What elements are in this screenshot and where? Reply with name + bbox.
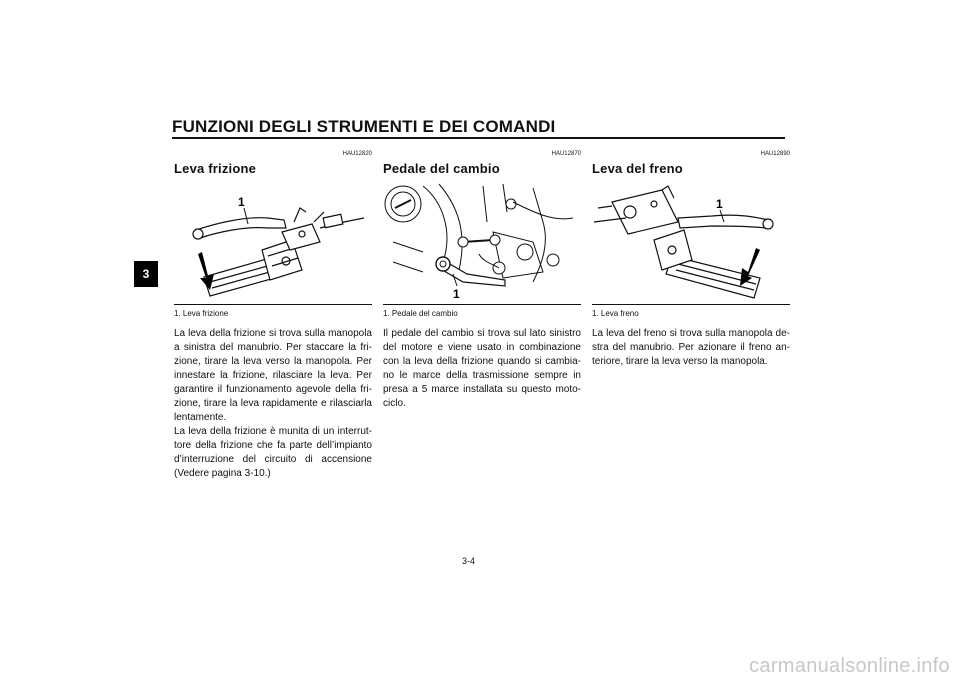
paragraph: La leva del freno si trova sulla manopola de-stra del manubrio. Per azionare il freno an-teriore, tirare la leva verso la manopola.: [592, 328, 790, 367]
paragraph: Il pedale del cambio si trova sul lato sinistro del motore e viene usato in combinazione con la leva della frizione quando si cambia-no le marce della trasmissione sempre in presa a 5 marce installata su questo moto-ciclo.: [383, 328, 581, 409]
figure-callout: 1: [453, 287, 460, 300]
watermark[interactable]: carmanualsonline.info: [749, 655, 950, 677]
section-heading: Leva del freno: [592, 161, 683, 176]
shift-pedal-illustration: [383, 182, 581, 300]
page-title: FUNZIONI DEGLI STRUMENTI E DEI COMANDI: [172, 117, 556, 136]
brake-lever-illustration: [592, 182, 790, 300]
page-number: 3-4: [462, 556, 476, 566]
paragraph: La leva della frizione si trova sulla manopola a sinistra del manubrio. Per staccare la fri-zione, tirare la leva verso la manopola. Per innestare la frizione, rilasciare la leva. Per garantire il funzionamento agevole della fri-zione, tirare la leva rapidamente e rilasciarla lentamente.: [174, 328, 372, 423]
section-body: [174, 327, 372, 481]
section-leva-freno: [592, 150, 790, 369]
chapter-tab: 3: [134, 261, 158, 287]
section-code: HAU12870: [551, 151, 581, 157]
title-rule: [172, 137, 785, 139]
figure-caption: 1. Leva frizione: [174, 309, 229, 318]
figure-callout: 1: [238, 195, 245, 209]
section-body: [592, 327, 790, 369]
figure-caption: 1. Pedale del cambio: [383, 309, 458, 318]
paragraph: La leva della frizione è munita di un interrut-tore della frizione che fa parte dell’impianto d’interruzione del circuito di accensione (Vedere pagina 3-10.): [174, 426, 372, 479]
section-heading: Leva frizione: [174, 161, 257, 176]
section-code: HAU12820: [342, 151, 372, 157]
figure-callout: 1: [716, 197, 723, 211]
section-code: HAU12890: [760, 151, 790, 157]
clutch-lever-illustration: [174, 182, 372, 300]
section-body: [383, 327, 581, 411]
figure-caption: 1. Leva freno: [592, 309, 639, 318]
section-leva-frizione: [174, 150, 372, 481]
section-heading: Pedale del cambio: [383, 161, 500, 176]
section-pedale-cambio: [383, 150, 581, 411]
